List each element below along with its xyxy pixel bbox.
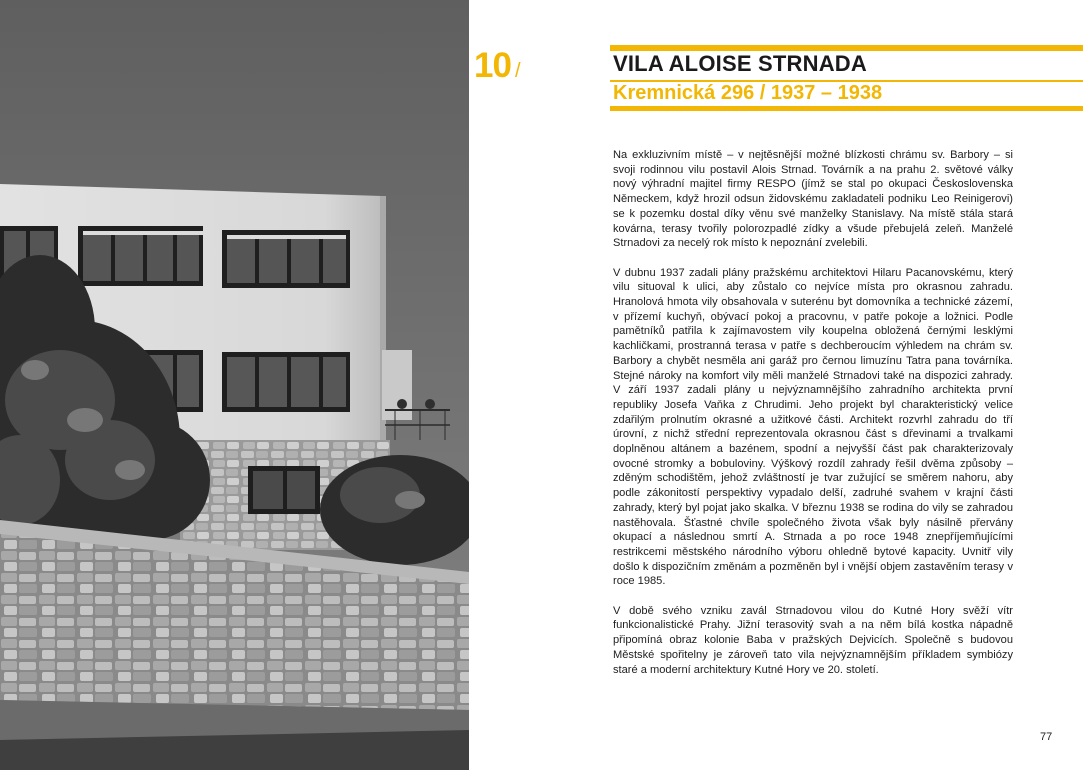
paragraph-2: V dubnu 1937 zadali plány pražskému architektovi Hilaru Pacanovskému, který vilu situoval k ulici, aby zůstalo co nejvíce místa pro okrasnou zahradu. Hranolová hmota vily obsahovala v suterénu byt domovníka a technické zázemí, v přízemí kuchyň, obývací pokoj a pracovnu, v patře pokoje a ložnici. Podle pamětníků patřila k zajímavostem vily koupelna obložená černými lesklými kachličkami, prostranná terasa v patře s dechberoucím výhledem na chrám sv. Barbory a chybět nesměla ani garáž pro černou limuzínu Tatra pana továrníka. Stejné nároky na komfort vily měli manželé Strnadovi také na dispozici zahrady. V září 1937 zadali plány u nejvýznamnějšího zahradního architekta první republiky Josefa Vaňka z Chrudimi. Jeho projekt byl charakteristický velice zdařilým prolnutím okrasné a užitkové části. Architekt rozvrhl zahradu do tří úrovní, z nichž střední reprezentovala okrasnou část s dřevinami a trvalkami doplněnou altánem a bazénem, spodní a nejvyšší část pak charakterizovaly ovocné stromky a bobuloviny. Výškový rozdíl zahrady řešil dvěma způsoby – zděným schodištěm, jehož zvláštností je tvar zužující se směrem nahoru, aby podle zákonitostí perspektivy vypadalo delší, zadruhé svahem v krajní části zahrady, který byl pojat jako skalka. V březnu 1938 se rodina do vily se zahradou nastěhovala. Šťastné chvíle společného života však byly násilně přervány okupací a následnou smrtí A. Strnada a po roce 1948 znepříjemňujícími restrikcemi městského národního výboru ohledně bytové kapacity. Uvnitř vily došlo k dispozičním změnám a pozměněn byl i vnější objem zastavěním terasy v roce 1985.	[613, 266, 1013, 588]
paragraph-3: V době svého vzniku zavál Strnadovou vilou do Kutné Hory svěží vítr funkcionalistické Prahy. Jižní terasovitý svah a na něm bílá kostka nápadně připomíná obraz kolonie Baba v pražských Dejvicích. Společně s budovou Městské spořitelny je zároveň tato vila nejvýznamnějším příkladem symbiózy staré a moderní architektury Kutné Hory ve 20. století.	[613, 604, 1013, 676]
villa-photo-illustration	[0, 0, 469, 770]
villa-photograph	[0, 0, 469, 770]
chapter-number-slash: /	[514, 60, 520, 82]
chapter-number	[474, 46, 520, 86]
paragraph-1: Na exkluzivním místě – v nejtěsnější možné blízkosti chrámu sv. Barbory – si svoji rodinnou vilu postavil Alois Strnad. Továrník a na prahu 2. světové války nový výhradní majitel firmy RESPO (jímž se stal po okupaci Československa Německem, když hrozil odsun židovskému zakladateli podniku Leo Reinigerovi) se k pozemku dostal díky věnu své manželky Stanislavy. Na místě stála stará kovárna, terasy tvořily polorozpadlé zídky a všude přebujelá zeleň. Manželé Strnadovi za necelý rok místo k nepoznání zvelebili.	[613, 149, 1013, 250]
page-subtitle: Kremnická 296 / 1937 – 1938	[613, 82, 883, 104]
accent-rule-bottom	[610, 106, 1083, 111]
chapter-number-value: 10	[474, 46, 511, 85]
article-body	[613, 148, 1013, 692]
page-number: 77	[1040, 731, 1053, 743]
page-title: VILA ALOISE STRNADA	[613, 51, 867, 76]
